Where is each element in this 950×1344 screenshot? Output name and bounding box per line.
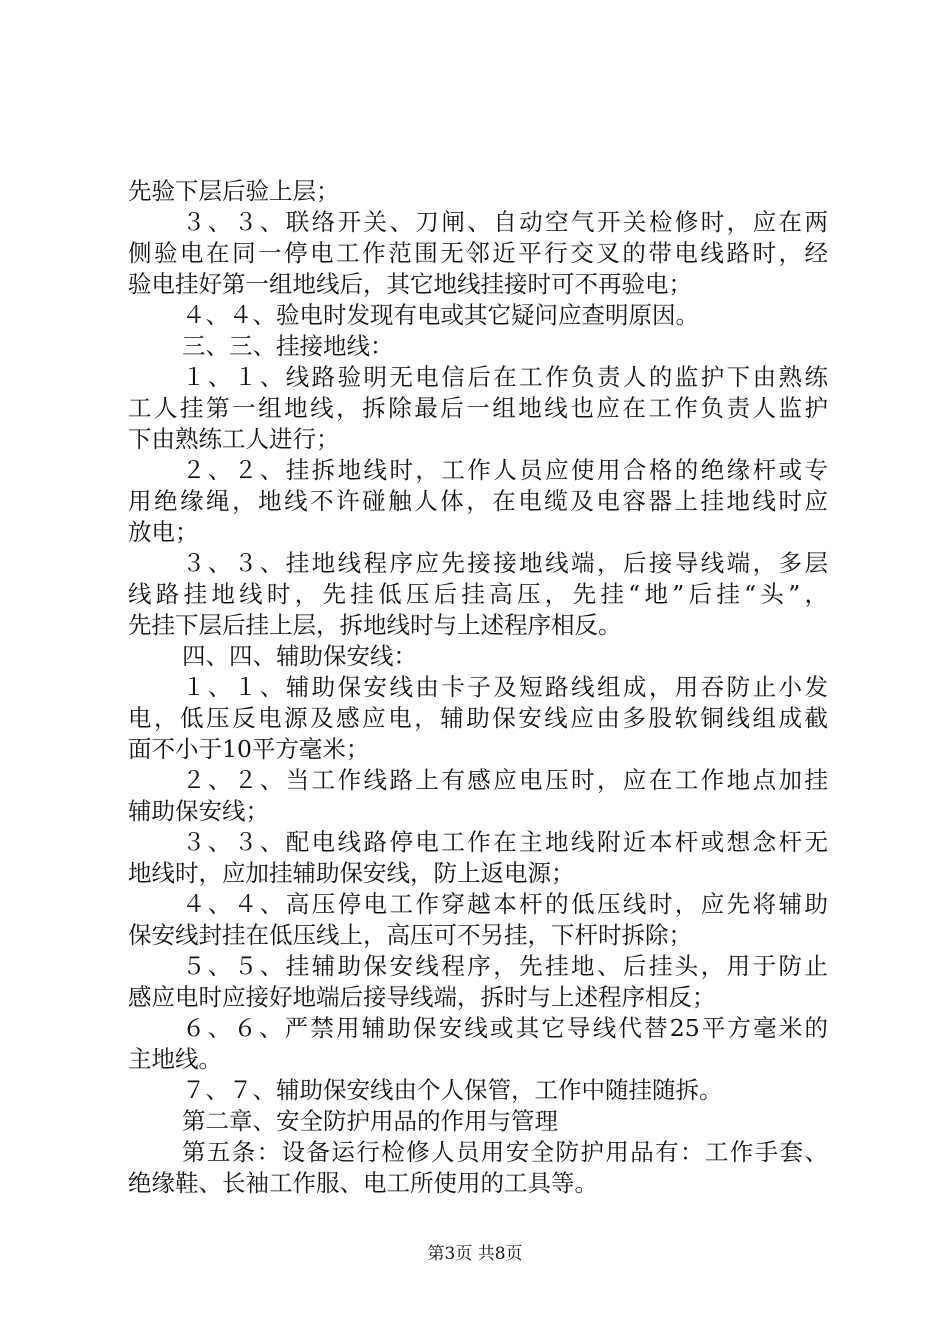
text-line: ７、７、辅助保安线由个人保管，工作中随挂随拆。	[182, 1076, 723, 1104]
text-line: 用绝缘绳，地线不许碰触人体，在电缆及电容器上挂地线时应	[128, 487, 828, 515]
text-line: ５、５、挂辅助保安线程序，先挂地、后挂头，用于防止	[182, 952, 828, 980]
text-line: １、１、辅助保安线由卡子及短路线组成，用吞防止小发	[182, 673, 828, 701]
text-line: ４、４、验电时发现有电或其它疑问应查明原因。	[182, 301, 699, 329]
text-line: １、１、线路验明无电信后在工作负责人的监护下由熟练	[182, 363, 828, 391]
text-line: 地线时，应加挂辅助保安线，防上返电源；	[128, 859, 575, 887]
text-line: ６、６、严禁用辅助保安线或其它导线代替25平方毫米的	[182, 1014, 828, 1042]
text-line: 感应电时应接好地端后接导线端，拆时与上述程序相反；	[128, 983, 716, 1011]
text-line: ４、４、高压停电工作穿越本杆的低压线时，应先将辅助	[182, 890, 828, 918]
text-line: 主地线。	[128, 1045, 222, 1073]
text-line: 面不小于10平方毫米；	[128, 735, 370, 763]
text-line: 三、三、挂接地线：	[182, 332, 394, 360]
text-line: ３、３、联络开关、刀闸、自动空气开关检修时，应在两	[182, 208, 828, 236]
text-line: 四、四、辅助保安线：	[182, 642, 417, 670]
page-footer: 第3页 共8页	[427, 1244, 523, 1264]
text-line: ２、２、当工作线路上有感应电压时，应在工作地点加挂	[182, 766, 828, 794]
text-line: 第五条：设备运行检修人员用安全防护用品有：工作手套、	[182, 1138, 828, 1166]
text-line: ３、３、配电线路停电工作在主地线附近本杆或想念杆无	[182, 828, 828, 856]
text-line: 下由熟练工人进行；	[128, 425, 340, 453]
text-line: 放电；	[128, 518, 199, 546]
text-line: 验电挂好第一组地线后，其它地线挂接时可不再验电；	[128, 270, 692, 298]
text-line: ２、２、挂拆地线时，工作人员应使用合格的绝缘杆或专	[182, 456, 828, 484]
text-line: 工人挂第一组地线，拆除最后一组地线也应在工作负责人监护	[128, 394, 828, 422]
text-line: 先挂下层后挂上层，拆地线时与上述程序相反。	[128, 611, 622, 639]
text-line: 电，低压反电源及感应电，辅助保安线应由多股软铜线组成截	[128, 704, 828, 732]
text-line: 侧验电在同一停电工作范围无邻近平行交叉的带电线路时，经	[128, 239, 828, 267]
text-line: 第二章、安全防护用品的作用与管理	[182, 1107, 558, 1135]
text-line: 保安线封挂在低压线上，高压可不另挂，下杆时拆除；	[128, 921, 692, 949]
text-line: 绝缘鞋、长袖工作服、电工所使用的工具等。	[128, 1169, 598, 1197]
text-line: 先验下层后验上层；	[128, 177, 340, 205]
text-line: 线路挂地线时，先挂低压后挂高压，先挂“地”后挂“头”，	[128, 580, 828, 608]
text-line: ３、３、挂地线程序应先接接地线端，后接导线端，多层	[182, 549, 828, 577]
document-body	[128, 176, 828, 1199]
text-line: 辅助保安线；	[128, 797, 269, 825]
